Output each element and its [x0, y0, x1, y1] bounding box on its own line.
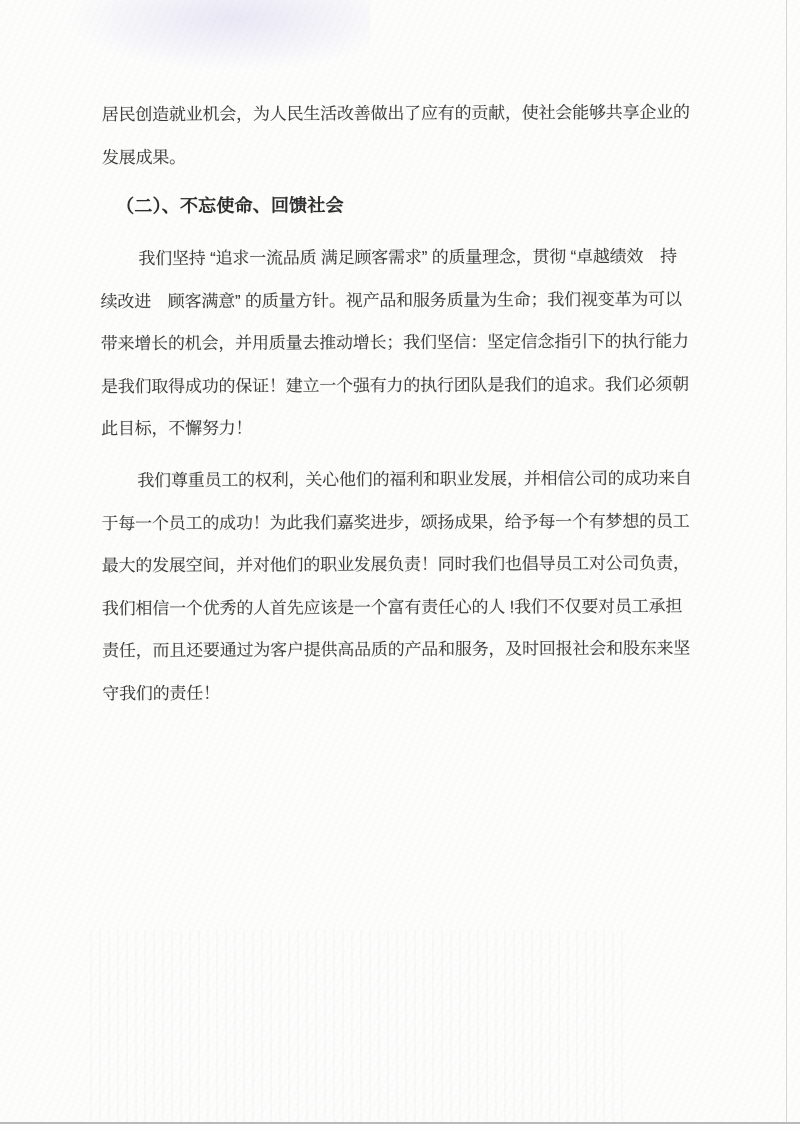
- text-line: 守我们的责任！: [102, 683, 220, 703]
- text-line: 最大的发展空间，并对他们的职业发展负责！同时我们也倡导员工对公司负责，: [101, 553, 690, 576]
- text-line: 是我们取得成功的保证！建立一个强有力的执行团队是我们的追求。我们必须朝: [100, 374, 689, 396]
- scan-page-right-edge: [786, 0, 787, 1123]
- text-line: 带来增长的机会，并用质量去推动增长；我们坚信：坚定信念指引下的执行能力: [100, 331, 689, 354]
- paragraph-intro: [102, 92, 690, 180]
- text-line: 发展成果。: [101, 147, 186, 167]
- text-line: 续改进 顾客满意” 的质量方针。视产品和服务质量为生命；我们视变革为可以: [100, 289, 682, 311]
- text-line: 责任，而且还要通过为客户提供高品质的产品和服务，及时回报社会和股东来坚: [102, 638, 691, 661]
- scan-background-below-page: [0, 1124, 800, 1131]
- paragraph-quality: [100, 236, 689, 451]
- paragraph-employees: [101, 458, 693, 716]
- text-line: 我们相信一个优秀的人首先应该是一个富有责任心的人 !我们不仅要对员工承担: [101, 596, 683, 618]
- text-line: 居民创造就业机会，为人民生活改善做出了应有的贡献，使社会能够共享企业的: [101, 102, 690, 125]
- text-line: 我们尊重员工的权利，关心他们的福利和职业发展，并相信公司的成功来自: [137, 468, 692, 491]
- text-line: 此目标，不懈努力！: [101, 418, 253, 439]
- text-line: 于每一个员工的成功！为此我们嘉奖进步，颂扬成果，给予每一个有梦想的员工: [101, 511, 690, 533]
- text-line: 我们坚持 “追求一流品质 满足顾客需求” 的质量理念，贯彻 “卓越绩效 持: [138, 246, 677, 269]
- section-heading: （二）、不忘使命、回馈社会: [116, 195, 344, 217]
